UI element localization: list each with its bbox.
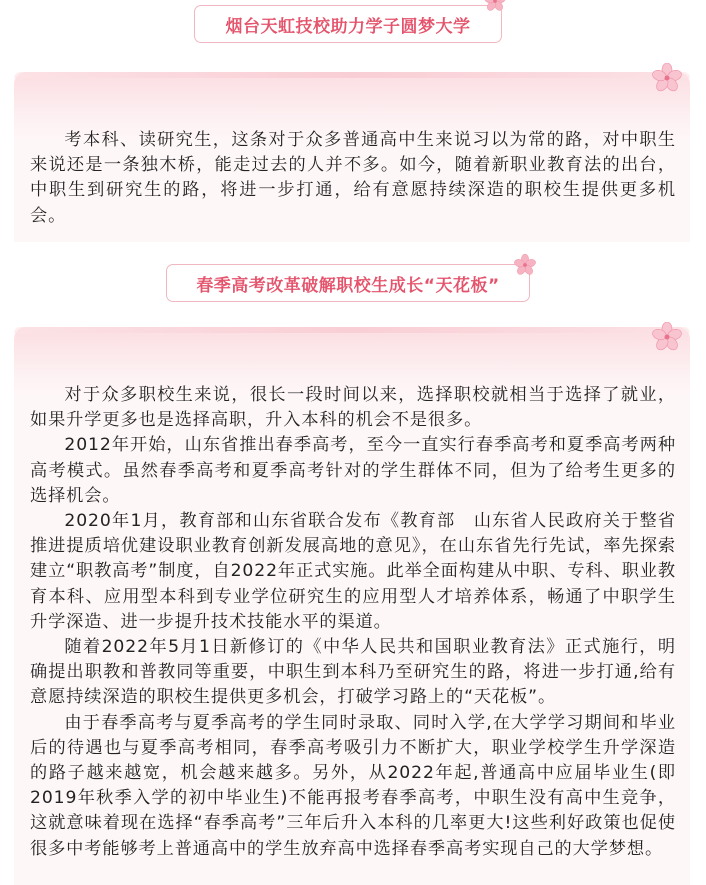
section2-title: 春季高考改革破解职校生成长“天花板” xyxy=(166,264,530,302)
cherry-blossom-icon xyxy=(514,254,536,276)
paragraph: 考本科、读研究生，这条对于众多普通高中生来说习以为常的路，对中职生来说还是一条独木桥，能走过去的人并不多。如今，随着新职业教育法的出台，中职生到研究生的路，将进一步打通，给有意愿持续深造的职校生提供更多机会。 xyxy=(30,130,676,226)
cherry-blossom-icon xyxy=(652,63,682,93)
cherry-blossom-icon xyxy=(652,322,682,352)
cherry-blossom-icon xyxy=(484,0,506,12)
section1-title: 烟台天虹技校助力学子圆梦大学 xyxy=(194,5,502,43)
section1-body xyxy=(30,128,676,229)
paragraph: 2020年1月，教育部和山东省联合发布《教育部 山东省人民政府关于整省推进提质培优建设职业教育创新发展高地的意见》，在山东省先行先试，率先探索建立“职教高考”制度，自2022年正式实施。此举全面构建从中职、专科、职业教育本科、应用型本科到专业学位研究生的应用型人才培养体系，畅通了中职学生升学深造、进一步提升技术技能水平的渠道。 xyxy=(30,511,676,632)
paragraph: 2012年开始，山东省推出春季高考，至今一直实行春季高考和夏季高考两种高考模式。虽然春季高考和夏季高考针对的学生群体不同，但为了给考生更多的选择机会。 xyxy=(30,435,676,506)
paragraph: 由于春季高考与夏季高考的学生同时录取、同时入学,在大学学习期间和毕业后的待遇也与夏季高考相同，春季高考吸引力不断扩大，职业学校学生升学深造的路子越来越宽，机会越来越多。另外，从2022年起,普通高中应届毕业生(即2019年秋季入学的初中毕业生)不能再报考春季高考，中职生没有高中生竞争，这就意味着现在选择“春季高考”三年后升入本科的几率更大!这些利好政策也促使很多中考能够考上普通高中的学生放弃高中选择春季高考实现自己的大学梦想。 xyxy=(30,712,676,859)
section2-body xyxy=(30,383,676,862)
paragraph: 对于众多职校生来说，很长一段时间以来，选择职校就相当于选择了就业，如果升学更多也是选择高职，升入本科的机会不是很多。 xyxy=(30,385,676,431)
paragraph: 随着2022年5月1日新修订的《中华人民共和国职业教育法》正式施行，明确提出职教和普教同等重要，中职生到本科乃至研究生的路，将进一步打通,给有意愿持续深造的职校生提供更多机会，打破学习路上的“天花板”。 xyxy=(30,637,676,708)
